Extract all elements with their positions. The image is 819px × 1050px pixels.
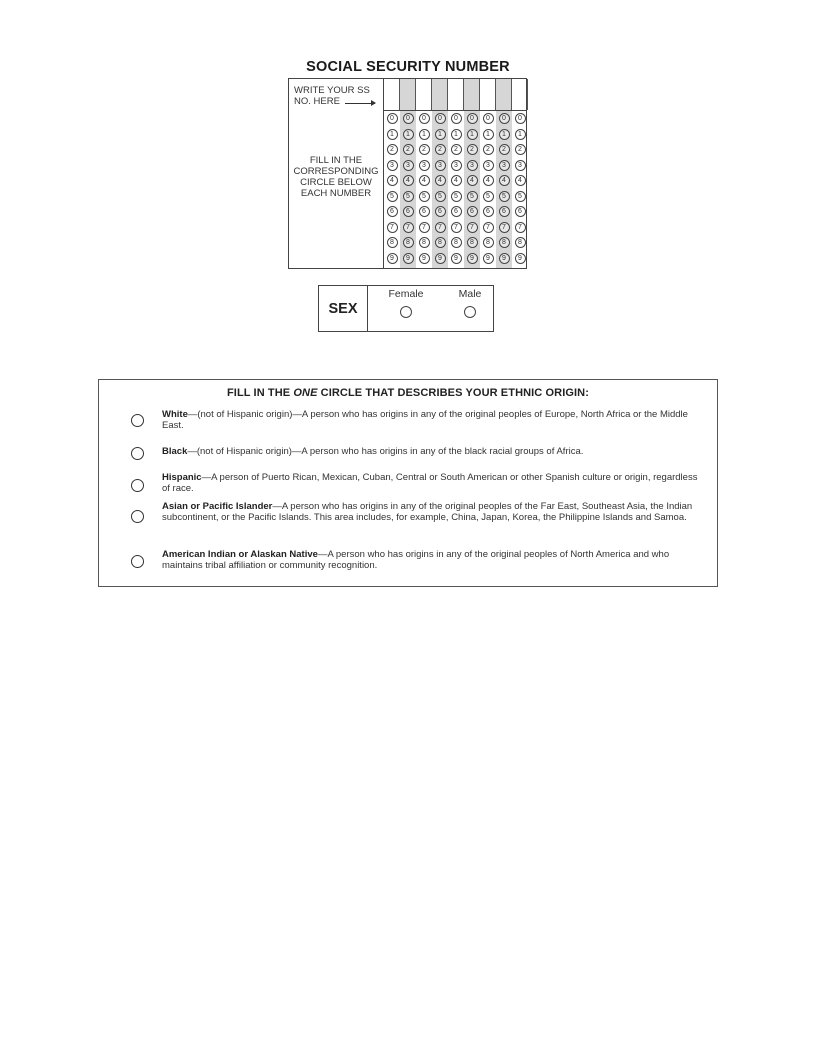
ssn-digit-bubble[interactable]: 1 [483,129,494,140]
ssn-fill-label: FILL IN THE CORRESPONDING CIRCLE BELOW EACH NUMBER [293,155,379,199]
ssn-write-cell[interactable] [416,79,432,110]
ssn-digit-bubble[interactable]: 1 [451,129,462,140]
ethnic-hispanic-description: —A person of Puerto Rican, Mexican, Cuban, Central or South American or other Spanish culture or origin, regardless of race. [162,472,698,494]
ssn-bubble-grid [383,79,527,268]
ssn-digit-bubble[interactable]: 3 [499,160,510,171]
ssn-digit-bubble[interactable]: 7 [451,222,462,233]
ethnic-black-radio[interactable] [131,447,144,460]
ssn-digit-bubble[interactable]: 5 [499,191,510,202]
ssn-digit-bubble[interactable]: 6 [515,206,526,217]
ssn-digit-bubble[interactable]: 4 [515,175,526,186]
ssn-digit-bubble[interactable]: 0 [419,113,430,124]
ssn-digit-bubble[interactable]: 9 [403,253,414,264]
ssn-write-cell[interactable] [512,79,528,110]
ssn-digit-bubble[interactable]: 4 [387,175,398,186]
ethnic-title-emphasis: ONE [293,387,318,399]
ssn-digit-bubble[interactable]: 2 [499,144,510,155]
ssn-digit-bubble[interactable]: 2 [483,144,494,155]
ssn-digit-bubble[interactable]: 0 [403,113,414,124]
ethnic-hispanic-name: Hispanic [162,472,202,483]
ssn-digit-bubble[interactable]: 2 [451,144,462,155]
ethnic-asian-pacific-radio[interactable] [131,510,144,523]
ssn-digit-bubble[interactable]: 9 [387,253,398,264]
ssn-title: SOCIAL SECURITY NUMBER [306,59,510,75]
ssn-digit-bubble[interactable]: 2 [403,144,414,155]
ssn-digit-bubble[interactable]: 6 [387,206,398,217]
ssn-digit-bubble[interactable]: 8 [435,237,446,248]
ssn-digit-bubble[interactable]: 3 [387,160,398,171]
ssn-digit-bubble[interactable]: 5 [419,191,430,202]
ssn-digit-bubble[interactable]: 0 [435,113,446,124]
ssn-write-cell[interactable] [448,79,464,110]
ethnic-title-suffix: CIRCLE THAT DESCRIBES YOUR ETHNIC ORIGIN: [317,387,589,399]
ssn-write-cell[interactable] [480,79,496,110]
ssn-digit-bubble[interactable]: 7 [419,222,430,233]
ethnic-asian-pacific-description: —A person who has origins in any of the original peoples of the Far East, Southeast Asia, the Indian subcontinent, or the Pacific Islands. This area includes, for example, China, Japan, Korea, the Philippine Islands and Samoa. [162,501,693,523]
ssn-digit-bubble[interactable]: 3 [419,160,430,171]
ssn-digit-bubble[interactable]: 4 [451,175,462,186]
ssn-digit-bubble[interactable]: 5 [451,191,462,202]
ssn-digit-bubble[interactable]: 2 [435,144,446,155]
ssn-digit-bubble[interactable]: 1 [403,129,414,140]
ssn-digit-bubble[interactable]: 0 [387,113,398,124]
ssn-digit-bubble[interactable]: 4 [467,175,478,186]
ethnic-black-name: Black [162,446,188,457]
ssn-digit-bubble[interactable]: 1 [467,129,478,140]
ssn-digit-bubble[interactable]: 5 [403,191,414,202]
sex-option-male-label: Male [458,288,482,300]
ethnic-black-description: —(not of Hispanic origin)—A person who has origins in any of the black racial groups of Africa. [187,446,584,457]
ssn-digit-bubble[interactable]: 5 [435,191,446,202]
ssn-digit-bubble[interactable]: 4 [403,175,414,186]
ssn-digit-bubble[interactable]: 8 [451,237,462,248]
ethnic-white-description: —(not of Hispanic origin)—A person who has origins in any of the original peoples of Europe, North Africa or the Middle East. [162,409,688,431]
ssn-digit-bubble[interactable]: 7 [435,222,446,233]
ssn-digit-bubble[interactable]: 8 [403,237,414,248]
ssn-digit-bubble[interactable]: 7 [467,222,478,233]
ethnic-white-text [162,410,702,431]
arrow-right-icon [345,103,375,104]
ssn-digit-bubble[interactable]: 6 [483,206,494,217]
ssn-write-row [384,79,527,111]
ssn-digit-bubble[interactable]: 1 [435,129,446,140]
ssn-digit-bubble[interactable]: 7 [483,222,494,233]
ssn-digit-bubble[interactable]: 6 [451,206,462,217]
ssn-digit-bubble[interactable]: 4 [419,175,430,186]
ssn-digit-bubble[interactable]: 9 [451,253,462,264]
ssn-digit-bubble[interactable]: 8 [387,237,398,248]
ssn-write-cell[interactable] [464,79,480,110]
ssn-digit-bubble[interactable]: 1 [515,129,526,140]
ethnic-asian-pacific-name: Asian or Pacific Islander [162,501,273,512]
sex-male-radio[interactable] [464,306,476,318]
ssn-digit-bubble[interactable]: 1 [419,129,430,140]
ssn-digit-bubble[interactable]: 0 [467,113,478,124]
ssn-digit-bubble[interactable]: 3 [435,160,446,171]
ssn-digit-bubble[interactable]: 2 [467,144,478,155]
ssn-digit-bubble[interactable]: 8 [467,237,478,248]
ssn-digit-bubble[interactable]: 5 [387,191,398,202]
ethnic-asian-pacific-text [162,502,702,523]
ethnic-hispanic-text [162,473,702,494]
ssn-digit-bubble[interactable]: 5 [467,191,478,202]
ssn-box [288,78,527,269]
ssn-digit-bubble[interactable]: 9 [419,253,430,264]
sex-female-radio[interactable] [400,306,412,318]
ethnic-origin-title [99,387,717,399]
ssn-digit-bubble[interactable]: 3 [451,160,462,171]
ssn-digit-bubble[interactable]: 9 [483,253,494,264]
sex-box [318,285,494,332]
ssn-digit-bubble[interactable]: 7 [499,222,510,233]
ssn-write-label: WRITE YOUR SS NO. HERE [294,85,370,107]
ssn-digit-bubble[interactable]: 6 [467,206,478,217]
ssn-digit-bubble[interactable]: 2 [515,144,526,155]
ssn-digit-bubble[interactable]: 6 [403,206,414,217]
ssn-digit-bubble[interactable]: 0 [483,113,494,124]
ssn-write-cell[interactable] [496,79,512,110]
ethnic-hispanic-radio[interactable] [131,479,144,492]
ethnic-american-indian-description: —A person who has origins in any of the original peoples of North America and who maintains tribal affiliation or community recognition. [162,549,670,571]
ssn-digit-bubble[interactable]: 0 [515,113,526,124]
ssn-digit-bubble[interactable]: 4 [499,175,510,186]
ssn-digit-bubble[interactable]: 6 [435,206,446,217]
ssn-digit-bubble[interactable]: 3 [483,160,494,171]
ssn-digit-bubble[interactable]: 9 [467,253,478,264]
ssn-digit-bubble[interactable]: 8 [499,237,510,248]
ssn-digit-bubble[interactable]: 0 [499,113,510,124]
ssn-digit-bubble[interactable]: 6 [419,206,430,217]
ssn-digit-bubble[interactable]: 1 [387,129,398,140]
ethnic-black-text [162,447,702,458]
ssn-digit-bubble[interactable]: 2 [387,144,398,155]
ssn-digit-bubble[interactable]: 5 [483,191,494,202]
ethnic-american-indian-name: American Indian or Alaskan Native [162,549,318,560]
ssn-digit-bubble[interactable]: 4 [483,175,494,186]
sex-label: SEX [319,286,368,331]
ethnic-white-radio[interactable] [131,414,144,427]
ssn-digit-bubble[interactable]: 9 [515,253,526,264]
ssn-digit-bubble[interactable]: 1 [499,129,510,140]
ethnic-white-name: White [162,409,188,420]
ethnic-title-prefix: FILL IN THE [226,387,294,399]
ssn-digit-bubble[interactable]: 2 [419,144,430,155]
ssn-digit-bubble[interactable]: 7 [387,222,398,233]
ssn-digit-bubble[interactable]: 7 [515,222,526,233]
ssn-digit-bubble[interactable]: 7 [403,222,414,233]
ssn-digit-bubble[interactable]: 5 [515,191,526,202]
ssn-digit-bubble[interactable]: 6 [499,206,510,217]
ssn-digit-bubble[interactable]: 3 [467,160,478,171]
sex-option-female-label: Female [388,288,424,300]
ssn-digit-bubble[interactable]: 8 [483,237,494,248]
ssn-write-cell[interactable] [384,79,400,110]
ethnic-american-indian-radio[interactable] [131,555,144,568]
ssn-write-cell[interactable] [432,79,448,110]
ssn-digit-bubble[interactable]: 8 [419,237,430,248]
ssn-digit-bubble[interactable]: 8 [515,237,526,248]
ssn-digit-bubble[interactable]: 4 [435,175,446,186]
ssn-digit-bubble[interactable]: 9 [499,253,510,264]
ssn-digit-bubble[interactable]: 0 [451,113,462,124]
ssn-digit-bubble[interactable]: 3 [515,160,526,171]
ethnic-american-indian-text [162,550,702,571]
ethnic-origin-box [98,379,718,587]
ssn-digit-bubble[interactable]: 9 [435,253,446,264]
ssn-digit-bubble[interactable]: 3 [403,160,414,171]
ssn-write-cell[interactable] [400,79,416,110]
